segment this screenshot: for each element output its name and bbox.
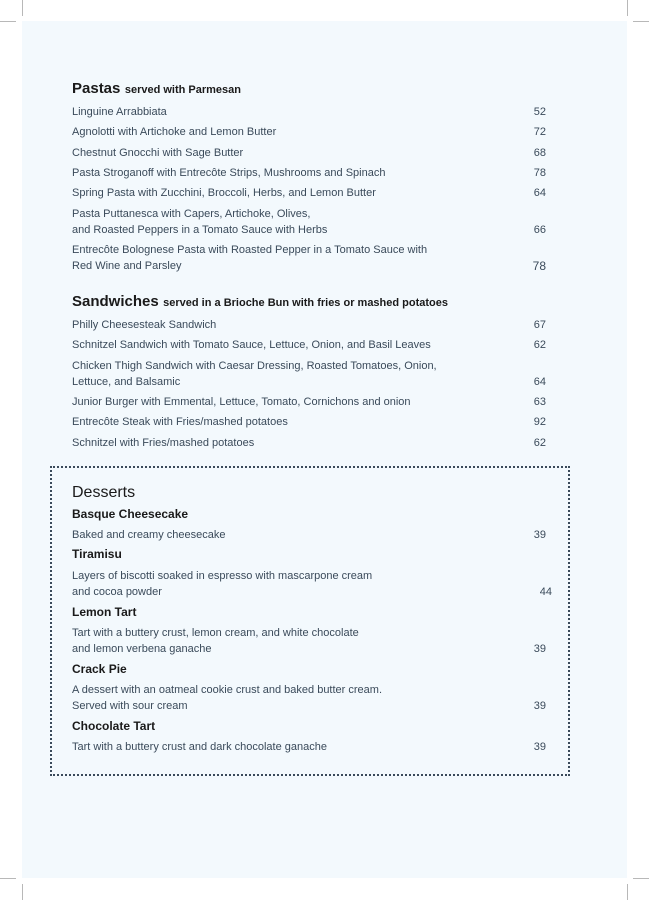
menu-item (72, 206, 546, 238)
item-price: 66 (533, 224, 546, 236)
sandwiches-heading (72, 293, 448, 311)
menu-item (72, 242, 546, 274)
dessert-item (72, 739, 546, 755)
menu-item (72, 145, 546, 161)
dessert-item (72, 682, 546, 714)
dessert-description: Baked and creamy cheesecake (72, 529, 226, 541)
dessert-name: Chocolate Tart (72, 719, 156, 733)
item-name: Pasta Puttanesca with Capers, Artichoke, Olives, and Roasted Peppers in a Tomato Sauce with Herbs (72, 208, 328, 236)
menu-item (72, 165, 546, 181)
desserts-heading (72, 484, 135, 502)
dessert-description: Tart with a buttery crust and dark chocolate ganache (72, 741, 327, 753)
item-price: 78 (533, 167, 546, 179)
dessert-name: Lemon Tart (72, 605, 137, 619)
menu-item (72, 358, 546, 390)
item-name: Schnitzel Sandwich with Tomato Sauce, Lettuce, Onion, and Basil Leaves (72, 339, 431, 351)
item-name: Chicken Thigh Sandwich with Caesar Dressing, Roasted Tomatoes, Onion, Lettuce, and Balsamic (72, 360, 437, 388)
item-name: Entrecôte Bolognese Pasta with Roasted Pepper in a Tomato Sauce with Red Wine and Parsley (72, 244, 428, 272)
item-price: 64 (533, 187, 546, 199)
item-price: 64 (533, 376, 546, 388)
item-price: 44 (539, 586, 552, 598)
crop-mark (0, 21, 16, 22)
item-price: 63 (533, 396, 546, 408)
crop-mark (633, 878, 649, 879)
dessert-name: Tiramisu (72, 547, 122, 561)
menu-item (72, 124, 546, 140)
item-name: Junior Burger with Emmental, Lettuce, Tomato, Cornichons and onion (72, 396, 411, 408)
dessert-description: Tart with a buttery crust, lemon cream, and white chocolate and lemon verbena ganache (72, 627, 359, 655)
crop-mark (22, 884, 23, 900)
crop-mark (627, 0, 628, 16)
item-price: 68 (533, 147, 546, 159)
item-name: Chestnut Gnocchi with Sage Butter (72, 147, 244, 159)
dessert-item (72, 527, 546, 543)
menu-item (72, 337, 546, 353)
item-name: Spring Pasta with Zucchini, Broccoli, Herbs, and Lemon Butter (72, 187, 376, 199)
item-price: 72 (533, 126, 546, 138)
crop-mark (0, 878, 16, 879)
item-price: 67 (533, 319, 546, 331)
desserts-title: Desserts (72, 484, 136, 501)
item-price: 62 (533, 339, 546, 351)
item-price: 62 (533, 437, 546, 449)
item-name: Philly Cheesesteak Sandwich (72, 319, 217, 331)
dessert-item (72, 625, 546, 657)
pastas-title: Pastas (72, 80, 121, 97)
menu-item (72, 394, 546, 410)
pastas-heading (72, 80, 241, 98)
pastas-subtitle: served with Parmesan (124, 84, 241, 96)
menu-item (72, 414, 546, 430)
item-price: 78 (532, 259, 546, 273)
dessert-item (72, 568, 552, 600)
item-price: 39 (533, 643, 546, 655)
dessert-name: Basque Cheesecake (72, 507, 189, 521)
item-name: Schnitzel with Fries/mashed potatoes (72, 437, 255, 449)
crop-mark (633, 21, 649, 22)
menu-item (72, 317, 546, 333)
item-price: 39 (533, 700, 546, 712)
dessert-name: Crack Pie (72, 662, 127, 676)
sandwiches-subtitle: served in a Brioche Bun with fries or mashed potatoes (163, 297, 449, 309)
item-name: Entrecôte Steak with Fries/mashed potatoes (72, 416, 288, 428)
dessert-description: A dessert with an oatmeal cookie crust and baked butter cream. Served with sour cream (72, 684, 382, 712)
sandwiches-title: Sandwiches (72, 293, 159, 310)
item-name: Linguine Arrabbiata (72, 106, 167, 118)
dessert-description: Layers of biscotti soaked in espresso with mascarpone cream and cocoa powder (72, 570, 373, 598)
menu-item (72, 435, 546, 451)
item-price: 92 (533, 416, 546, 428)
item-price: 52 (533, 106, 546, 118)
crop-mark (627, 884, 628, 900)
item-name: Agnolotti with Artichoke and Lemon Butter (72, 126, 277, 138)
item-price: 39 (533, 529, 546, 541)
menu-item (72, 185, 546, 201)
item-name: Pasta Stroganoff with Entrecôte Strips, Mushrooms and Spinach (72, 167, 386, 179)
crop-mark (22, 0, 23, 16)
item-price: 39 (533, 741, 546, 753)
menu-item (72, 104, 546, 120)
